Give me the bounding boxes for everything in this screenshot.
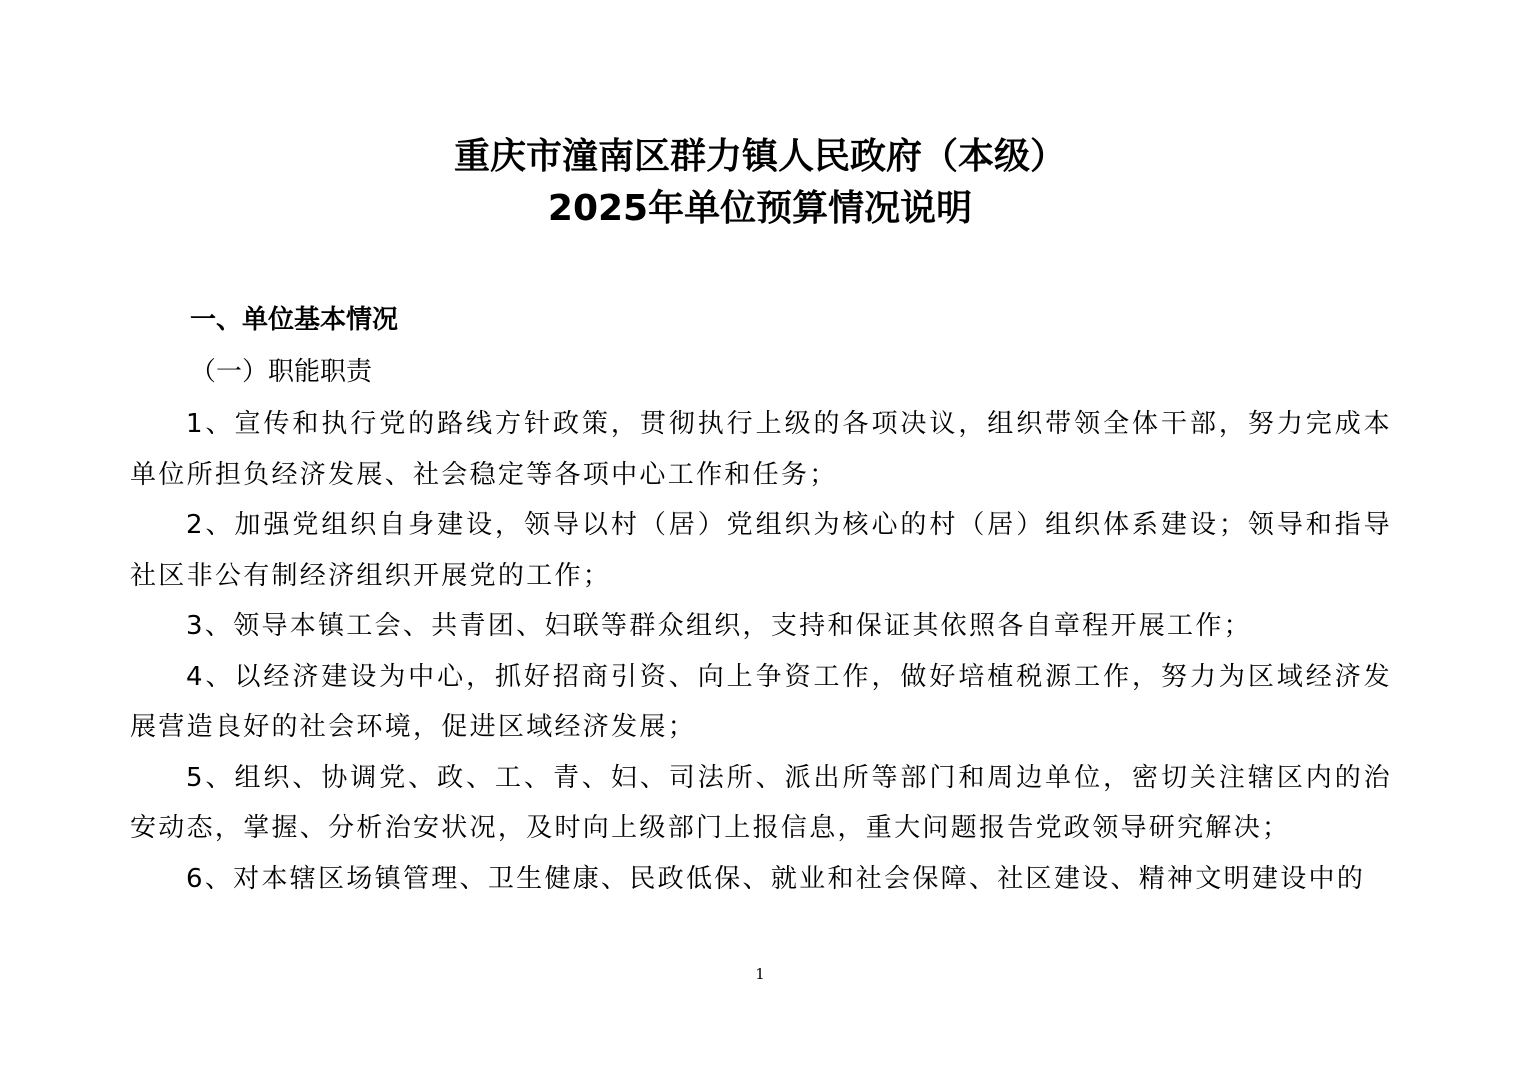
document-title xyxy=(0,131,1520,235)
page-number: 1 xyxy=(755,965,765,983)
duty-item-3: 3、领导本镇工会、共青团、妇联等群众组织，支持和保证其依照各自章程开展工作； xyxy=(186,611,1252,641)
duty-item-4: 4、以经济建设为中心，抓好招商引资、向上争资工作，做好培植税源工作，努力为区域经济发展营造良好的社会环境，促进区域经济发展； xyxy=(130,661,1392,742)
duty-item-5: 5、组织、协调党、政、工、青、妇、司法所、派出所等部门和周边单位，密切关注辖区内的治安动态，掌握、分析治安状况，及时向上级部门上报信息，重大问题报告党政领导研究解决； xyxy=(130,762,1392,843)
section-heading: 一、单位基本情况 xyxy=(190,305,399,335)
title-line-2: 2025年单位预算情况说明 xyxy=(547,188,973,229)
document-body xyxy=(130,295,1392,904)
title-line-1: 重庆市潼南区群力镇人民政府（本级） xyxy=(453,136,1066,177)
duty-item-1: 1、宣传和执行党的路线方针政策，贯彻执行上级的各项决议，组织带领全体干部，努力完成本单位所担负经济发展、社会稳定等各项中心工作和任务； xyxy=(130,409,1392,490)
duty-item-2: 2、加强党组织自身建设，领导以村（居）党组织为核心的村（居）组织体系建设；领导和指导社区非公有制经济组织开展党的工作； xyxy=(130,510,1392,591)
subsection-heading: （一）职能职责 xyxy=(190,357,373,387)
duty-item-6: 6、对本辖区场镇管理、卫生健康、民政低保、就业和社会保障、社区建设、精神文明建设中的 xyxy=(186,863,1366,894)
